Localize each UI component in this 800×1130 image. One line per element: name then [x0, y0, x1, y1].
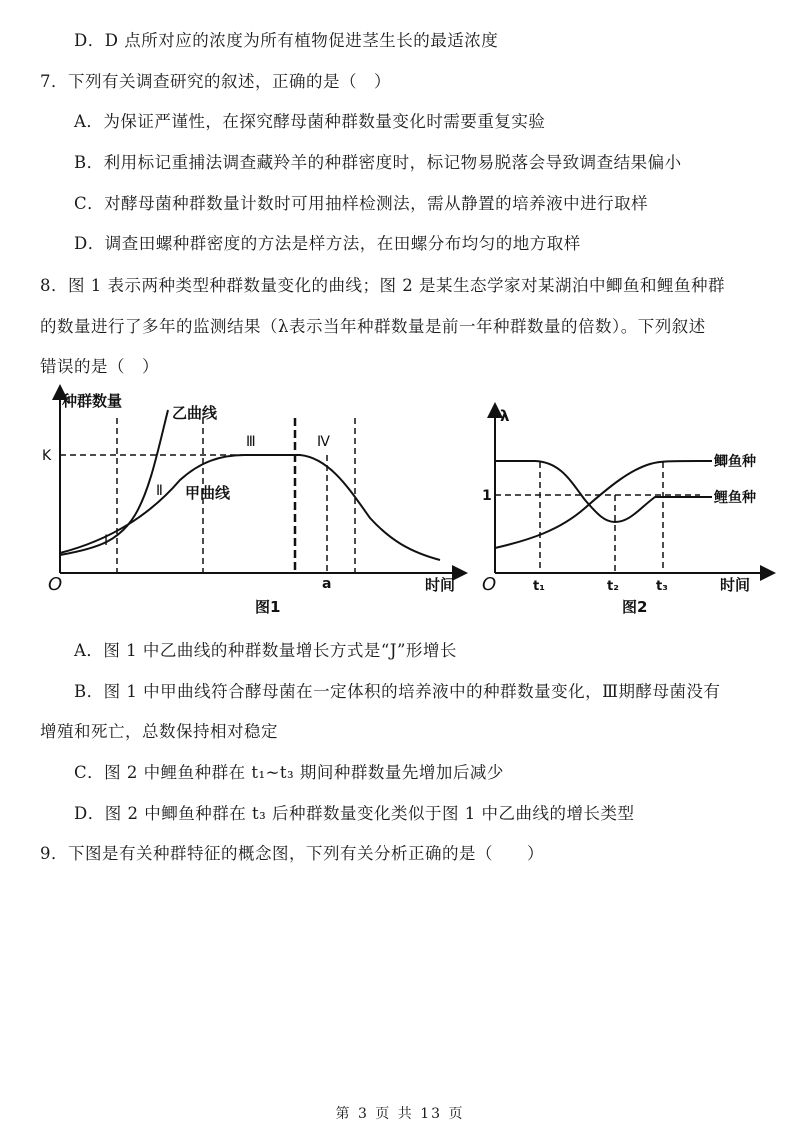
q7-stem: 7．下列有关调查研究的叙述，正确的是（ ） — [40, 72, 391, 91]
q8-stem-line2: 的数量进行了多年的监测结果（λ表示当年种群数量是前一年种群数量的倍数）。下列叙述 — [40, 317, 706, 336]
fig1-origin: O — [48, 574, 63, 595]
fig2-one-label: 1 — [482, 488, 492, 504]
q8-option-b-line2: 增殖和死亡，总数保持相对稳定 — [40, 722, 278, 741]
fig2-series-ji-label: 鲫鱼种 — [714, 454, 756, 470]
fig1-stage-1: Ⅰ — [104, 533, 109, 549]
fig1-a-label: a — [322, 576, 332, 592]
page-footer: 第 3 页 共 13 页 — [335, 1106, 465, 1122]
figure-2 — [470, 380, 800, 625]
fig2-series-li-label: 鲤鱼种 — [714, 490, 756, 506]
fig1-stage-2: Ⅱ — [156, 483, 163, 499]
fig1-x-label: 时间 — [425, 576, 456, 594]
fig2-x-label: 时间 — [720, 576, 751, 594]
q8-option-b-line1: B．图 1 中甲曲线符合酵母菌在一定体积的培养液中的种群数量变化，Ⅲ期酵母菌没有 — [74, 682, 721, 701]
fig1-caption: 图1 — [255, 598, 281, 616]
fig1-curve-yi-label: 乙曲线 — [172, 404, 218, 422]
q7-option-c: C．对酵母菌种群数量计数时可用抽样检测法，需从静置的培养液中进行取样 — [74, 194, 649, 213]
fig2-series-ji — [495, 461, 712, 548]
fig2-t1-label: t₁ — [533, 579, 545, 594]
q9-stem: 9．下图是有关种群特征的概念图，下列有关分析正确的是（ ） — [40, 844, 544, 863]
fig2-caption: 图2 — [622, 598, 648, 616]
fig2-y-label: λ — [500, 407, 510, 425]
q6-option-d: D．D 点所对应的浓度为所有植物促进茎生长的最适浓度 — [74, 31, 499, 50]
fig1-stage-4: Ⅳ — [317, 434, 330, 450]
q7-option-d: D．调查田螺种群密度的方法是样方法，在田螺分布均匀的地方取样 — [74, 234, 581, 253]
q7-option-b: B．利用标记重捕法调查藏羚羊的种群密度时，标记物易脱落会导致调查结果偏小 — [74, 153, 682, 172]
fig2-t2-label: t₂ — [607, 579, 619, 594]
fig1-stage-3: Ⅲ — [246, 434, 256, 450]
q8-option-d: D．图 2 中鲫鱼种群在 t₃ 后种群数量变化类似于图 1 中乙曲线的增长类型 — [74, 804, 635, 823]
q8-stem-line3: 错误的是（ ） — [40, 357, 159, 376]
fig1-y-label: 种群数量 — [62, 392, 123, 410]
q8-option-a: A．图 1 中乙曲线的种群数量增长方式是“J”形增长 — [74, 641, 457, 660]
q8-option-c: C．图 2 中鲤鱼种群在 t₁~t₃ 期间种群数量先增加后减少 — [74, 763, 504, 782]
fig2-t3-label: t₃ — [656, 579, 668, 594]
figure-1 — [0, 380, 470, 625]
fig2-origin: O — [482, 574, 497, 595]
fig1-k-label: K — [42, 448, 52, 464]
q7-option-a: A．为保证严谨性，在探究酵母菌种群数量变化时需要重复实验 — [74, 112, 546, 131]
fig1-curve-jia-label: 甲曲线 — [185, 484, 231, 502]
q8-stem-line1: 8．图 1 表示两种类型种群数量变化的曲线；图 2 是某生态学家对某湖泊中鲫鱼和鲤鱼种群 — [40, 276, 725, 295]
